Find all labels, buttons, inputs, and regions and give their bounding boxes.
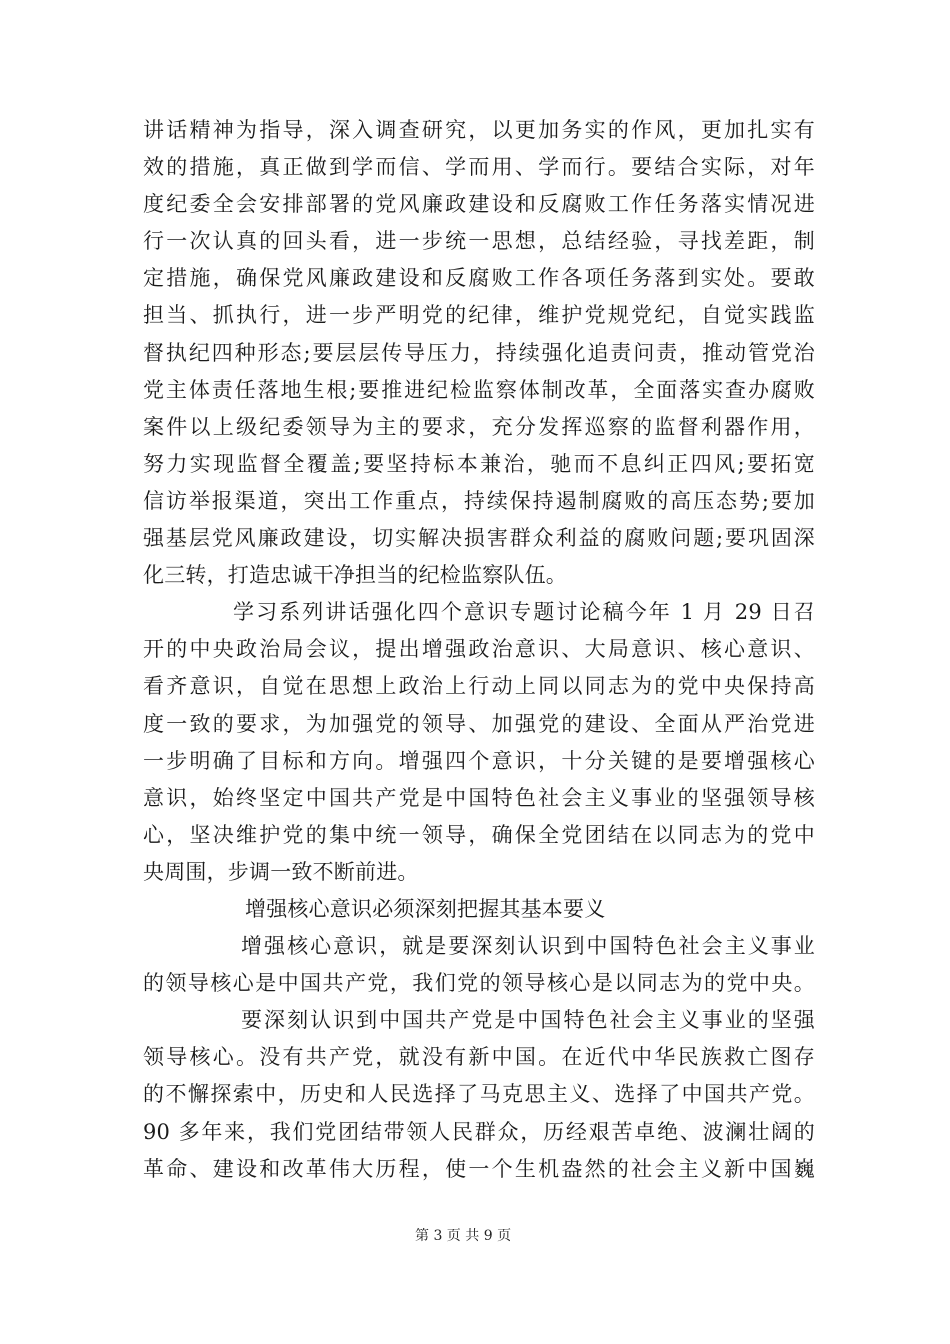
paragraph-first-line: 要深刻认识到中国共产党是中国特色社会主义事业的坚强 [241, 1008, 815, 1033]
text-line: 度纪委全会安排部署的党风廉政建设和反腐败工作任务落实情况进 [143, 192, 815, 217]
text-line: 开的中央政治局会议，提出增强政治意识、大局意识、核心意识、 [143, 637, 815, 662]
text-line: 央周围，步调一致不断前进。 [143, 859, 419, 884]
text-line: 化三转，打造忠诚干净担当的纪检监察队伍。 [143, 563, 567, 588]
text-line: 的领导核心是中国共产党，我们党的领导核心是以同志为的党中央。 [143, 971, 815, 996]
paragraph-first-line: 增强核心意识，就是要深刻认识到中国特色社会主义事业 [241, 934, 815, 959]
text-line: 意识，始终坚定中国共产党是中国特色社会主义事业的坚强领导核 [143, 785, 815, 810]
document-body [143, 112, 815, 1188]
text-line: 一步明确了目标和方向。增强四个意识，十分关键的是要增强核心 [143, 748, 815, 773]
text-line: 革命、建设和改革伟大历程，使一个生机盎然的社会主义新中国巍 [143, 1156, 815, 1181]
text-line: 定措施，确保党风廉政建设和反腐败工作各项任务落到实处。要敢 [143, 266, 815, 291]
text-line: 看齐意识，自觉在思想上政治上行动上同以同志为的党中央保持高 [143, 674, 815, 699]
text-line: 党主体责任落地生根;要推进纪检监察体制改革，全面落实查办腐败 [143, 377, 815, 402]
text-line: 努力实现监督全覆盖;要坚持标本兼治，驰而不息纠正四风;要拓宽 [143, 451, 815, 476]
text-line: 督执纪四种形态;要层层传导压力，持续强化追责问责，推动管党治 [143, 340, 815, 365]
text-line: 90 多年来，我们党团结带领人民群众，历经艰苦卓绝、波澜壮阔的 [143, 1119, 815, 1144]
paragraph-first-line: 学习系列讲话强化四个意识专题讨论稿今年 1 月 29 日召 [233, 600, 815, 625]
text-line: 担当、抓执行，进一步严明党的纪律，维护党规党纪，自觉实践监 [143, 303, 815, 328]
text-line: 信访举报渠道，突出工作重点，持续保持遏制腐败的高压态势;要加 [143, 488, 815, 513]
text-line: 度一致的要求，为加强党的领导、加强党的建设、全面从严治党进 [143, 711, 815, 736]
text-line: 案件以上级纪委领导为主的要求，充分发挥巡察的监督利器作用， [143, 414, 815, 439]
text-line: 讲话精神为指导，深入调查研究，以更加务实的作风，更加扎实有 [143, 118, 815, 142]
text-line: 效的措施，真正做到学而信、学而用、学而行。要结合实际，对年 [143, 155, 815, 180]
text-line: 心，坚决维护党的集中统一领导，确保全党团结在以同志为的党中 [143, 822, 815, 847]
section-heading: 增强核心意识必须深刻把握其基本要义 [245, 896, 606, 921]
text-line: 强基层党风廉政建设，切实解决损害群众利益的腐败问题;要巩固深 [143, 526, 815, 551]
text-line: 行一次认真的回头看，进一步统一思想，总结经验，寻找差距，制 [143, 229, 815, 254]
page-number-footer: 第 3 页 共 9 页 [415, 1228, 512, 1244]
text-line: 的不懈探索中，历史和人民选择了马克思主义、选择了中国共产党。 [143, 1082, 815, 1107]
text-line: 领导核心。没有共产党，就没有新中国。在近代中华民族救亡图存 [143, 1045, 815, 1070]
